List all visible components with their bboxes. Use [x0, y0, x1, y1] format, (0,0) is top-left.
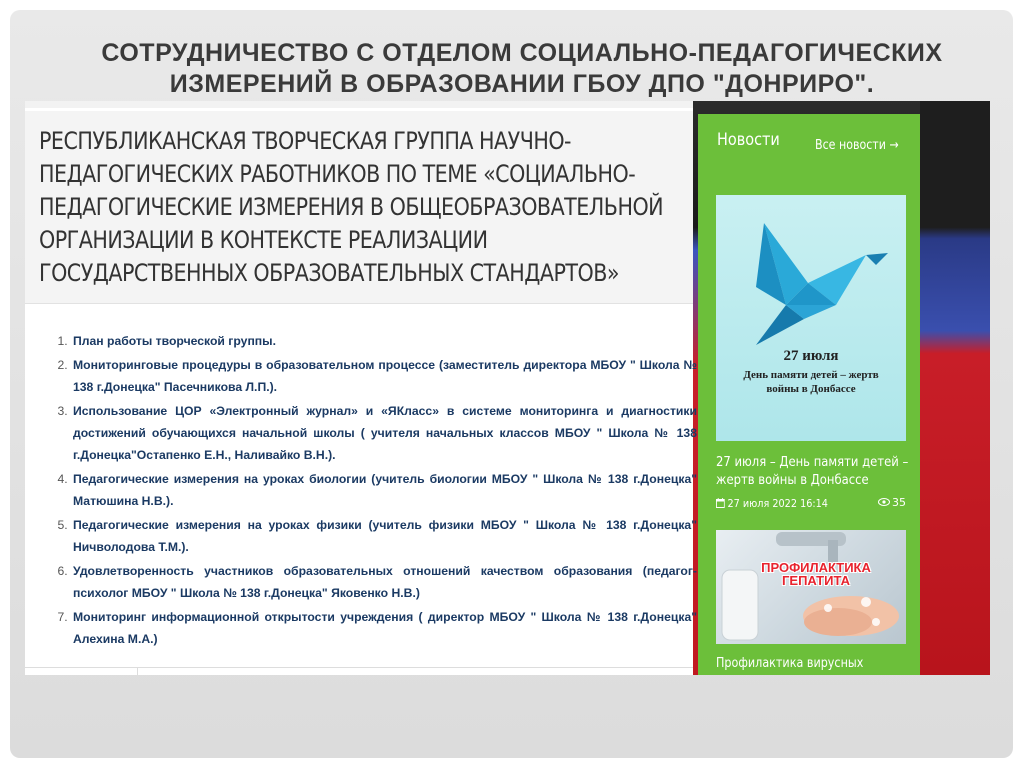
- news-meta: [716, 497, 906, 513]
- list-item[interactable]: [71, 330, 697, 352]
- image-caption: День памяти детей – жертв войны в Донбассе: [743, 369, 879, 395]
- divider: [137, 667, 138, 675]
- site-background-right: [920, 101, 990, 675]
- divider: [25, 667, 693, 668]
- news-heading: Новости: [717, 130, 780, 150]
- arrow-right-icon: →: [889, 138, 899, 153]
- list-item[interactable]: [71, 400, 697, 466]
- main-content: [25, 108, 697, 675]
- news-image[interactable]: [716, 530, 906, 644]
- origami-dove-icon: [716, 195, 906, 345]
- calendar-icon: [716, 498, 725, 508]
- page-header: [25, 111, 693, 304]
- image-label: ПРОФИЛАКТИКА ГЕПАТИТА: [761, 560, 871, 588]
- document-link[interactable]: Педагогические измерения на уроках биологии (учитель биологии МБОУ " Школа № 138 г.Донецка" Матюшина Н.В.).: [73, 472, 697, 508]
- website-screenshot: [25, 101, 990, 675]
- all-news-link[interactable]: [815, 138, 899, 153]
- list-item[interactable]: [71, 468, 697, 512]
- document-link[interactable]: План работы творческой группы.: [73, 334, 276, 348]
- document-list: [53, 330, 697, 652]
- news-sidebar: [698, 114, 920, 675]
- news-headline[interactable]: 27 июля – День памяти детей – жертв войны в Донбассе: [716, 454, 909, 488]
- list-item[interactable]: [71, 514, 697, 558]
- news-date: [716, 497, 828, 510]
- image-date-label: 27 июля: [783, 348, 839, 364]
- document-link[interactable]: Мониторинг информационной открытости учреждения ( директор МБОУ " Школа № 138 г.Донецка" Алехина М.А.): [73, 610, 697, 646]
- slide-title: СОТРУДНИЧЕСТВО С ОТДЕЛОМ СОЦИАЛЬНО-ПЕДАГОГИЧЕСКИХ ИЗМЕРЕНИЙ В ОБРАЗОВАНИИ ГБОУ ДПО "ДОНРИРО".: [101, 39, 943, 98]
- document-link[interactable]: Педагогические измерения на уроках физики (учитель физики МБОУ " Школа № 138 г.Донецка" Ничволодова Т.М.).: [73, 518, 697, 554]
- all-news-label: Все новости: [815, 138, 886, 153]
- list-item[interactable]: [71, 354, 697, 398]
- list-item[interactable]: [71, 560, 697, 604]
- news-image[interactable]: [716, 195, 906, 441]
- news-date-text: 27 июля 2022 16:14: [727, 497, 828, 510]
- document-link[interactable]: Удовлетворенность участников образовательных отношений качеством образования (педагог-психолог МБОУ " Школа № 138 г.Донецка" Яковенко Н.В.): [73, 564, 697, 600]
- document-link[interactable]: Использование ЦОР «Электронный журнал» и «ЯКласс» в системе мониторинга и диагностики достижений обучающихся начальной школы ( учителя начальных классов МБОУ " Школа № 138 г.Донецка"Остапенко Е.Н., Наливайко В.Н.).: [73, 404, 697, 462]
- eye-icon: [878, 498, 890, 506]
- news-headline[interactable]: Профилактика вирусных: [716, 656, 864, 671]
- news-views-count: 35: [892, 496, 906, 509]
- news-views: [878, 496, 906, 509]
- page-title: РЕСПУБЛИКАНСКАЯ ТВОРЧЕСКАЯ ГРУППА НАУЧНО-ПЕДАГОГИЧЕСКИХ РАБОТНИКОВ ПО ТЕМЕ «СОЦИАЛЬНО-ПЕДАГОГИЧЕСКИЕ ИЗМЕРЕНИЯ В ОБЩЕОБРАЗОВАТЕЛЬНОЙ ОРГАНИЗАЦИИ В КОНТЕКСТЕ РЕАЛИЗАЦИИ ГОСУДАРСТВЕННЫХ ОБРАЗОВАТЕЛЬНЫХ СТАНДАРТОВ»: [39, 127, 664, 287]
- document-link[interactable]: Мониторинговые процедуры в образовательном процессе (заместитель директора МБОУ " Школа № 138 г.Донецка" Пасечникова Л.П.).: [73, 358, 697, 394]
- list-item[interactable]: [71, 606, 697, 650]
